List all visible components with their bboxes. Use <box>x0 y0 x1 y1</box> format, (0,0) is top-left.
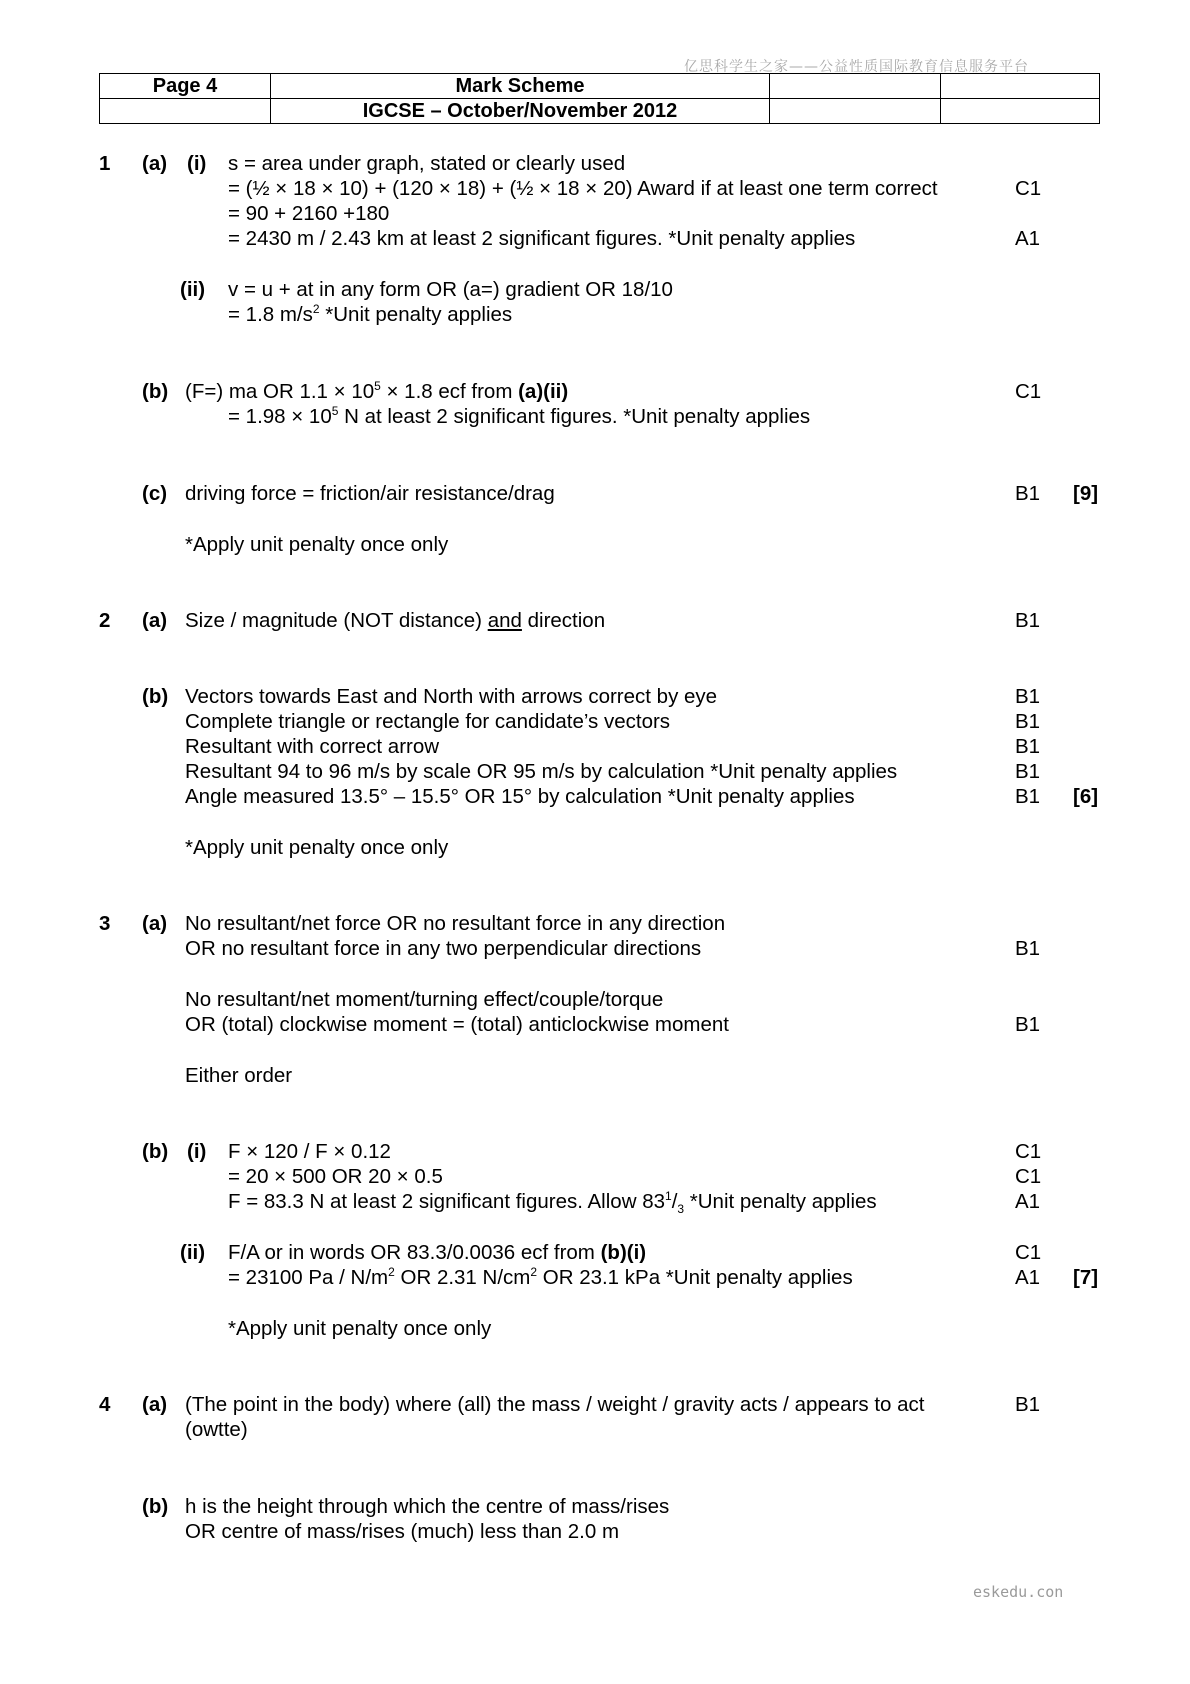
q1aii-line2: = 1.8 $m/s^2$ *Unit penalty applies <box>228 302 513 326</box>
q1b-line2: = $1.98 \times 10^5$ N at least 2 significant figures. *Unit penalty applies <box>228 404 811 428</box>
q3bi-line3: F = 83.3 N at least 2 significant figures. Allow $83^1/_3$ *Unit penalty applies <box>228 1189 877 1217</box>
q1aii-line1: v = u + at in any form OR (a=) gradient OR 18/10 <box>228 278 673 301</box>
q1b-label: (b) <box>142 380 169 403</box>
q3bii-label: (ii) <box>180 1241 206 1264</box>
q3a-mark2: B1 <box>1015 1013 1041 1036</box>
q1b-mark: C1 <box>1015 380 1042 403</box>
q3a-mark1: B1 <box>1015 937 1041 960</box>
q3a-line3: No resultant/net moment/turning effect/couple/torque <box>185 988 664 1011</box>
q4a-line2: (owtte) <box>185 1418 248 1441</box>
q1c-mark: B1 <box>1015 482 1041 505</box>
q3bii-line1: F/A or in words OR 83.3/0.0036 ecf from (b)(i) <box>228 1241 647 1264</box>
q1ai-line3: = 90 + 2160 +180 <box>228 202 390 225</box>
q1ai-line1: s = area under graph, stated or clearly used <box>228 152 626 175</box>
q2b-mark: B1 <box>1015 735 1041 758</box>
q3a-line2: OR no resultant force in any two perpendicular directions <box>185 937 702 960</box>
q4a-label: (a) <box>142 1393 168 1416</box>
q1ai-label: (i) <box>187 152 207 175</box>
q4a-mark: B1 <box>1015 1393 1041 1416</box>
q4-number: 4 <box>99 1393 111 1416</box>
header-empty-3 <box>100 99 271 124</box>
q2b-line: Vectors towards East and North with arrows correct by eye <box>185 685 718 708</box>
header-page: Page 4 <box>100 74 271 99</box>
q3a-line5: Either order <box>185 1064 293 1087</box>
q4b-label: (b) <box>142 1495 169 1518</box>
q1b-line1: (F=) ma OR $1.1 \times 10^5 \times 1.8$ ecf from (a)(ii) <box>185 379 569 403</box>
q3bi-line2: = 20 × 500 OR 20 × 0.5 <box>228 1165 443 1188</box>
q3bii-mark1: C1 <box>1015 1241 1042 1264</box>
q2b-mark: B1 <box>1015 785 1041 808</box>
q3a-line1: No resultant/net force OR no resultant force in any direction <box>185 912 726 935</box>
q3bi-label: (i) <box>187 1140 207 1163</box>
q3bi-mark1: C1 <box>1015 1140 1042 1163</box>
q1c-label: (c) <box>142 482 168 505</box>
q2b-mark: B1 <box>1015 710 1041 733</box>
header-empty-2 <box>941 74 1100 99</box>
q3bi-line1: F × 120 / F × 0.12 <box>228 1140 391 1163</box>
q1-number: 1 <box>99 152 111 175</box>
footer-text: eskedu.con <box>973 1583 1064 1601</box>
q2b-mark: B1 <box>1015 685 1041 708</box>
header-title: Mark Scheme <box>271 74 770 99</box>
q3-number: 3 <box>99 912 111 935</box>
q2b-line: Complete triangle or rectangle for candidate’s vectors <box>185 710 671 733</box>
q2b-label: (b) <box>142 685 169 708</box>
q1a-label: (a) <box>142 152 168 175</box>
q3a-label: (a) <box>142 912 168 935</box>
header-empty-4 <box>770 99 941 124</box>
q3bi-mark2: C1 <box>1015 1165 1042 1188</box>
header-table <box>99 73 1100 124</box>
q3-total: [7] <box>1073 1266 1099 1289</box>
q3b-label: (b) <box>142 1140 169 1163</box>
q1ai-mark2: A1 <box>1015 227 1041 250</box>
q2b-mark: B1 <box>1015 760 1041 783</box>
q1ai-mark1: C1 <box>1015 177 1042 200</box>
header-empty-5 <box>941 99 1100 124</box>
q2a-text: Size / magnitude (NOT distance) and direction <box>185 609 606 632</box>
q1ai-line2: = (½ × 18 × 10) + (120 × 18) + (½ × 18 × 20) Award if at least one term correct <box>228 177 938 200</box>
q2b-line: Resultant with correct arrow <box>185 735 440 758</box>
q1-total: [9] <box>1073 482 1099 505</box>
q2-note: *Apply unit penalty once only <box>185 836 449 859</box>
q3bi-mark3: A1 <box>1015 1190 1041 1213</box>
q2a-label: (a) <box>142 609 168 632</box>
q4b-line1: h is the height through which the centre of mass/rises <box>185 1495 670 1518</box>
q4b-line2: OR centre of mass/rises (much) less than 2.0 m <box>185 1520 620 1543</box>
q1-note: *Apply unit penalty once only <box>185 533 449 556</box>
q3bii-line2: = 23100 Pa / $N/m^2$ OR 2.31 $N/cm^2$ OR 23.1 kPa *Unit penalty applies <box>228 1265 853 1289</box>
q3bii-mark2: A1 <box>1015 1266 1041 1289</box>
header-empty-1 <box>770 74 941 99</box>
q2b-line: Resultant 94 to 96 m/s by scale OR 95 m/s by calculation *Unit penalty applies <box>185 760 898 783</box>
q2-number: 2 <box>99 609 111 632</box>
q4a-line1: (The point in the body) where (all) the mass / weight / gravity acts / appears to act <box>185 1393 925 1416</box>
q3-note: *Apply unit penalty once only <box>228 1317 492 1340</box>
q2a-mark: B1 <box>1015 609 1041 632</box>
q2-total: [6] <box>1073 785 1099 808</box>
watermark-text: 亿思科学生之家——公益性质国际教育信息服务平台 <box>684 59 1029 75</box>
q1c-line1: driving force = friction/air resistance/drag <box>185 482 555 505</box>
q1ai-line4: = 2430 m / 2.43 km at least 2 significant figures. *Unit penalty applies <box>228 227 856 250</box>
header-subtitle: IGCSE – October/November 2012 <box>271 99 770 124</box>
q1aii-label: (ii) <box>180 278 206 301</box>
q2b-line: Angle measured 13.5° – 15.5° OR 15° by calculation *Unit penalty applies <box>185 785 855 808</box>
q3a-line4: OR (total) clockwise moment = (total) anticlockwise moment <box>185 1013 729 1036</box>
